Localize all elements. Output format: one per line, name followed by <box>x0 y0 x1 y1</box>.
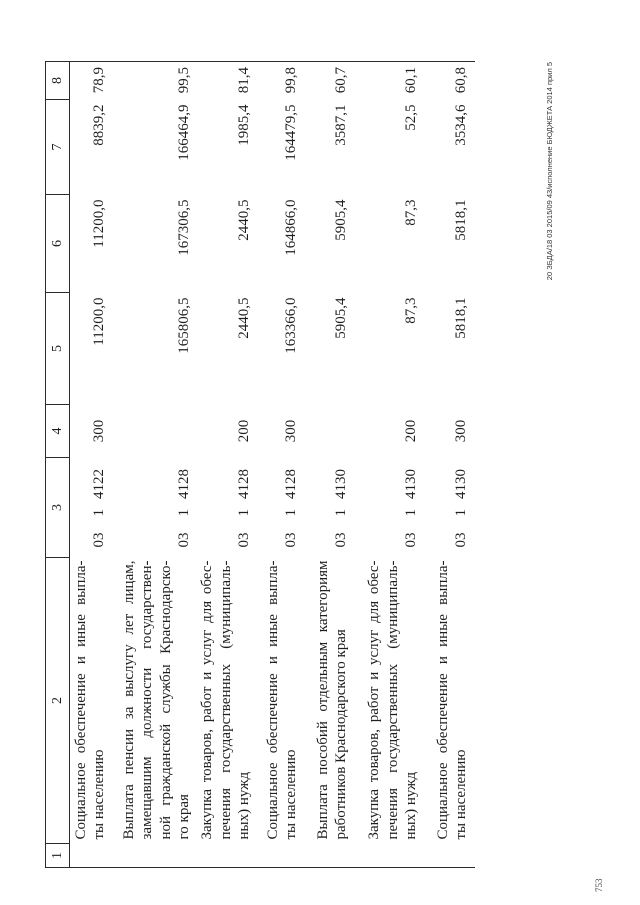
cell-col-4: 200 <box>403 419 419 443</box>
column-number-1: 1 <box>46 844 70 868</box>
cell-col-4: 300 <box>283 419 299 443</box>
cell-col-8: 99,8 <box>258 62 305 100</box>
code-part-b: 1 <box>333 509 349 517</box>
table-row <box>198 62 258 868</box>
cell-col-7: 3534,6 <box>453 104 469 146</box>
code-part-b: 1 <box>283 509 299 517</box>
cell-col-1 <box>355 844 425 868</box>
code-cell <box>305 458 355 558</box>
item-name-line: ной гражданской службы Краснодарско- <box>157 560 174 840</box>
rotated-page-content <box>45 62 604 892</box>
cell-col-7: 164479,5 <box>283 104 299 161</box>
cell-col-5: 87,3 <box>403 297 419 324</box>
cell-col-6: 87,3 <box>403 199 419 226</box>
item-name-cell <box>70 558 113 844</box>
column-number-6: 6 <box>46 195 70 293</box>
code-part-c: 4130 <box>403 469 419 499</box>
cell-col-8: 78,9 <box>70 62 113 100</box>
cell-col-1 <box>198 844 258 868</box>
code-part-c: 4130 <box>453 469 469 499</box>
cell-col-6: 11200,0 <box>91 199 107 248</box>
cell-col-5: 11200,0 <box>91 297 107 346</box>
budget-table <box>45 61 475 868</box>
cell-col-7: 8839,2 <box>91 104 107 146</box>
item-name-line: Социальное обеспечение и иные выпла- <box>264 560 281 840</box>
item-name-line: Выплата пособий отдельным категориям <box>314 560 331 840</box>
code-cell <box>113 458 198 558</box>
item-name-cell <box>258 558 305 844</box>
cell-col-6: 164866,0 <box>283 199 299 256</box>
code-part-a: 03 <box>236 532 252 548</box>
code-part-c: 4130 <box>333 469 349 499</box>
table-row <box>355 62 425 868</box>
code-part-b: 1 <box>176 509 192 517</box>
table-row <box>305 62 355 868</box>
item-name-line: ты населению <box>283 749 299 840</box>
item-name-line: ных) нужд <box>236 771 252 840</box>
cell-col-7: 1985,4 <box>236 104 252 146</box>
page-number: 753 <box>594 878 604 892</box>
column-number-3: 3 <box>46 458 70 558</box>
item-name-cell <box>198 558 258 844</box>
cell-col-5: 5905,4 <box>333 297 349 339</box>
cell-col-5: 165806,5 <box>176 297 192 354</box>
item-name-line: печения государственных (муниципаль- <box>217 560 234 840</box>
code-cell <box>258 458 305 558</box>
code-cell <box>70 458 113 558</box>
cell-col-8: 60,8 <box>425 62 475 100</box>
code-part-a: 03 <box>403 532 419 548</box>
code-part-a: 03 <box>333 532 349 548</box>
cell-col-8: 60,1 <box>355 62 425 100</box>
item-name-line: Социальное обеспечение и иные выпла- <box>434 560 451 840</box>
code-part-b: 1 <box>453 509 469 517</box>
code-cell <box>355 458 425 558</box>
table-row <box>258 62 305 868</box>
table-row <box>70 62 113 868</box>
code-part-c: 4128 <box>236 469 252 499</box>
code-cell <box>198 458 258 558</box>
cell-col-6: 5818,1 <box>453 199 469 241</box>
code-part-a: 03 <box>91 532 107 548</box>
cell-col-6: 5905,4 <box>333 199 349 241</box>
column-number-5: 5 <box>46 293 70 405</box>
code-part-b: 1 <box>236 509 252 517</box>
cell-col-4: 200 <box>236 419 252 443</box>
cell-col-8: 81,4 <box>198 62 258 100</box>
cell-col-5: 2440,5 <box>236 297 252 339</box>
cell-col-8: 60,7 <box>305 62 355 100</box>
cell-col-5: 163366,0 <box>283 297 299 354</box>
code-part-a: 03 <box>453 532 469 548</box>
item-name-line: работников Краснодарского края <box>333 629 349 840</box>
code-part-c: 4122 <box>91 469 107 499</box>
cell-col-1 <box>113 844 198 868</box>
cell-col-1 <box>305 844 355 868</box>
code-part-b: 1 <box>91 509 107 517</box>
cell-col-8: 99,5 <box>113 62 198 100</box>
item-name-line: замещавшим должности государствен- <box>139 560 155 840</box>
cell-col-4 <box>113 405 198 458</box>
item-name-line: ты населению <box>453 749 469 840</box>
cell-col-6: 2440,5 <box>236 199 252 241</box>
item-name-cell <box>425 558 475 844</box>
column-number-2: 2 <box>46 558 70 844</box>
cell-col-1 <box>425 844 475 868</box>
cell-col-1 <box>70 844 113 868</box>
column-number-7: 7 <box>46 100 70 195</box>
item-name-line: го края <box>176 794 192 840</box>
table-row <box>113 62 198 868</box>
cell-col-5: 5818,1 <box>453 297 469 339</box>
column-number-8: 8 <box>46 62 70 100</box>
code-part-c: 4128 <box>176 469 192 499</box>
document-reference-footer: 20 ЗБДА/18 03 2015/09 43/исполнение БЮДЖЕТА 2014 прил 5 <box>545 62 554 281</box>
item-name-cell <box>305 558 355 844</box>
item-name-line: Выплата пенсии за выслугу лет лицам, <box>120 560 137 840</box>
cell-col-7: 52,5 <box>403 104 419 131</box>
cell-col-4 <box>305 405 355 458</box>
item-name-line: Закупка товаров, работ и услуг для обес- <box>199 560 215 840</box>
code-part-a: 03 <box>283 532 299 548</box>
table-row <box>425 62 475 868</box>
code-part-b: 1 <box>403 509 419 517</box>
cell-col-6: 167306,5 <box>176 199 192 256</box>
code-cell <box>425 458 475 558</box>
cell-col-7: 3587,1 <box>333 104 349 146</box>
item-name-cell <box>355 558 425 844</box>
item-name-line: печения государственных (муниципаль- <box>384 560 401 840</box>
code-part-a: 03 <box>176 532 192 548</box>
item-name-line: Закупка товаров, работ и услуг для обес- <box>366 560 382 840</box>
column-number-4: 4 <box>46 405 70 458</box>
column-number-row <box>46 62 70 868</box>
cell-col-1 <box>258 844 305 868</box>
item-name-line: ты населению <box>91 749 107 840</box>
cell-col-7: 166464,9 <box>176 104 192 161</box>
item-name-line: ных) нужд <box>403 771 419 840</box>
item-name-cell <box>113 558 198 844</box>
cell-col-4: 300 <box>453 419 469 443</box>
item-name-line: Социальное обеспечение и иные выпла- <box>72 560 89 840</box>
cell-col-4: 300 <box>91 419 107 443</box>
code-part-c: 4128 <box>283 469 299 499</box>
